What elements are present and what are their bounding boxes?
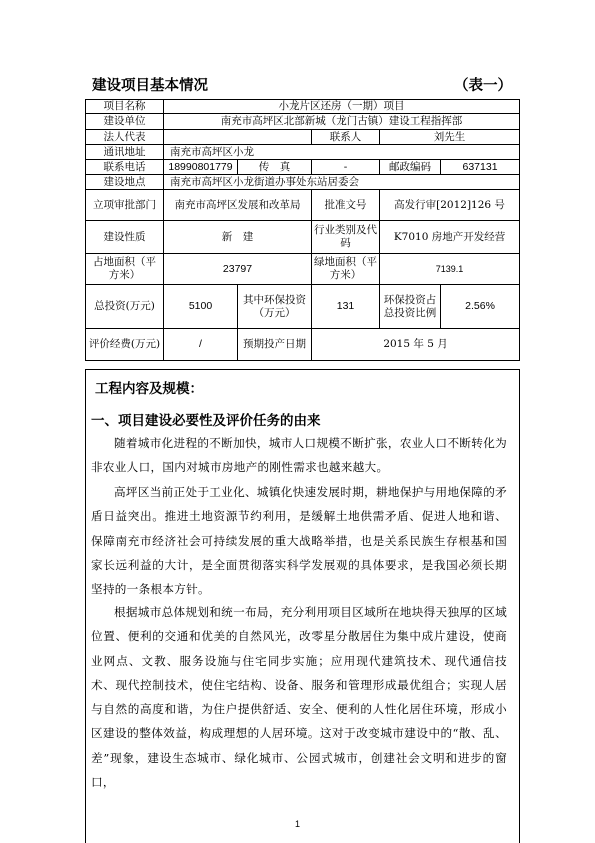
project-name-value: 小龙片区还房（一期）项目 xyxy=(164,100,520,114)
approval-dept-value: 南充市高坪区发展和改革局 xyxy=(164,190,312,221)
env-ratio-label: 环保投资占总投资比例 xyxy=(380,285,441,329)
table-row xyxy=(86,145,520,160)
paragraph-3: 根据城市总体规划和统一布局，充分利用项目区域所在地块得天独厚的区域位置、便利的交通和优美的自然风光，改零星分散居住为集中成片建设，使商业网点、文教、服务设施与住宅同步实施；应用现代建筑技术、现代通信技术、现代控制技术，使住宅结构、设备、服务和管理形成最优组合；实现人居与自然的高度和谐，为住户提供舒适、安全、便利的人性化居住环境，形成小区建设的整体效益，构成理想的人居环境。这对于改变城市建设中的“散、乱、差”现象，建设生态城市、绿化城市、公园式城市，创建社会文明和进步的窗口， xyxy=(91,605,507,790)
address-value: 南充市高坪区小龙 xyxy=(164,145,520,160)
table-row xyxy=(86,221,520,254)
site-value: 南充市高坪区小龙街道办事处东站居委会 xyxy=(164,175,520,190)
env-investment-label: 其中环保投资（万元） xyxy=(238,285,312,329)
table-row xyxy=(86,329,520,361)
site-label: 建设地点 xyxy=(86,175,164,190)
approval-dept-label: 立项审批部门 xyxy=(86,190,164,221)
eval-fee-label: 评价经费(万元) xyxy=(86,329,164,361)
area-value: 23797 xyxy=(164,254,312,285)
industry-value: K7010 房地产开发经营 xyxy=(380,221,520,254)
builder-label: 建设单位 xyxy=(86,114,164,130)
builder-value: 南充市高坪区北部新城（龙门古镇）建设工程指挥部 xyxy=(164,114,520,130)
industry-label: 行业类别及代码 xyxy=(312,221,380,254)
start-date-label: 预期投产日期 xyxy=(238,329,312,361)
project-info-table xyxy=(85,99,520,361)
project-name-label: 项目名称 xyxy=(86,100,164,114)
total-investment-value: 5100 xyxy=(164,285,238,329)
nature-value: 新 建 xyxy=(164,221,312,254)
address-label: 通讯地址 xyxy=(86,145,164,160)
start-date-value: 2015 年 5 月 xyxy=(312,329,520,361)
nature-label: 建设性质 xyxy=(86,221,164,254)
green-value: 7139.1 xyxy=(380,254,520,285)
table-row xyxy=(86,175,520,190)
contact-label: 联系人 xyxy=(312,130,380,145)
eval-fee-value: / xyxy=(164,329,238,361)
env-investment-value: 131 xyxy=(312,285,380,329)
section-title: 工程内容及规模： xyxy=(95,381,203,397)
paragraph-1: 随着城市化进程的不断加快，城市人口规模不断扩张，农业人口不断转化为非农业人口，国内对城市房地产的刚性需求也越来越大。 xyxy=(91,436,507,475)
table-row xyxy=(86,100,520,114)
phone-label: 联系电话 xyxy=(86,160,164,175)
contact-value: 刘先生 xyxy=(380,130,520,145)
header xyxy=(92,74,512,92)
env-ratio-value: 2.56% xyxy=(441,285,520,329)
phone-value: 18990801779 xyxy=(164,160,238,175)
table-row xyxy=(86,114,520,130)
fax-value: - xyxy=(312,160,380,175)
page-title: 建设项目基本情况 xyxy=(92,78,208,94)
postcode-value: 637131 xyxy=(441,160,520,175)
legal-rep-label: 法人代表 xyxy=(86,130,164,145)
area-label: 占地面积（平方米） xyxy=(86,254,164,285)
table-row xyxy=(86,160,520,175)
approval-no-value: 高发行审[2012]126 号 xyxy=(380,190,520,221)
subsection-title: 一、项目建设必要性及评价任务的由来 xyxy=(91,413,321,429)
green-label: 绿地面积（平方米） xyxy=(312,254,380,285)
table-row xyxy=(86,190,520,221)
table-row xyxy=(86,130,520,145)
table-row xyxy=(86,254,520,285)
table-tag: （表一） xyxy=(454,78,512,94)
legal-rep-value xyxy=(164,130,312,145)
approval-no-label: 批准文号 xyxy=(312,190,380,221)
total-investment-label: 总投资(万元) xyxy=(86,285,164,329)
paragraph-2: 高坪区当前正处于工业化、城镇化快速发展时期，耕地保护与用地保障的矛盾日益突出。推进土地资源节约利用，是缓解土地供需矛盾、促进人地和谐、保障南充市经济社会可持续发展的重大战略举措，也是关系民族生存根基和国家长远利益的大计，是全面贯彻落实科学发展观的具体要求，是我国必须长期坚持的一条根本方针。 xyxy=(91,485,507,597)
fax-label: 传 真 xyxy=(238,160,312,175)
postcode-label: 邮政编码 xyxy=(380,160,441,175)
page-number: 1 xyxy=(294,819,300,829)
table-row xyxy=(86,285,520,329)
